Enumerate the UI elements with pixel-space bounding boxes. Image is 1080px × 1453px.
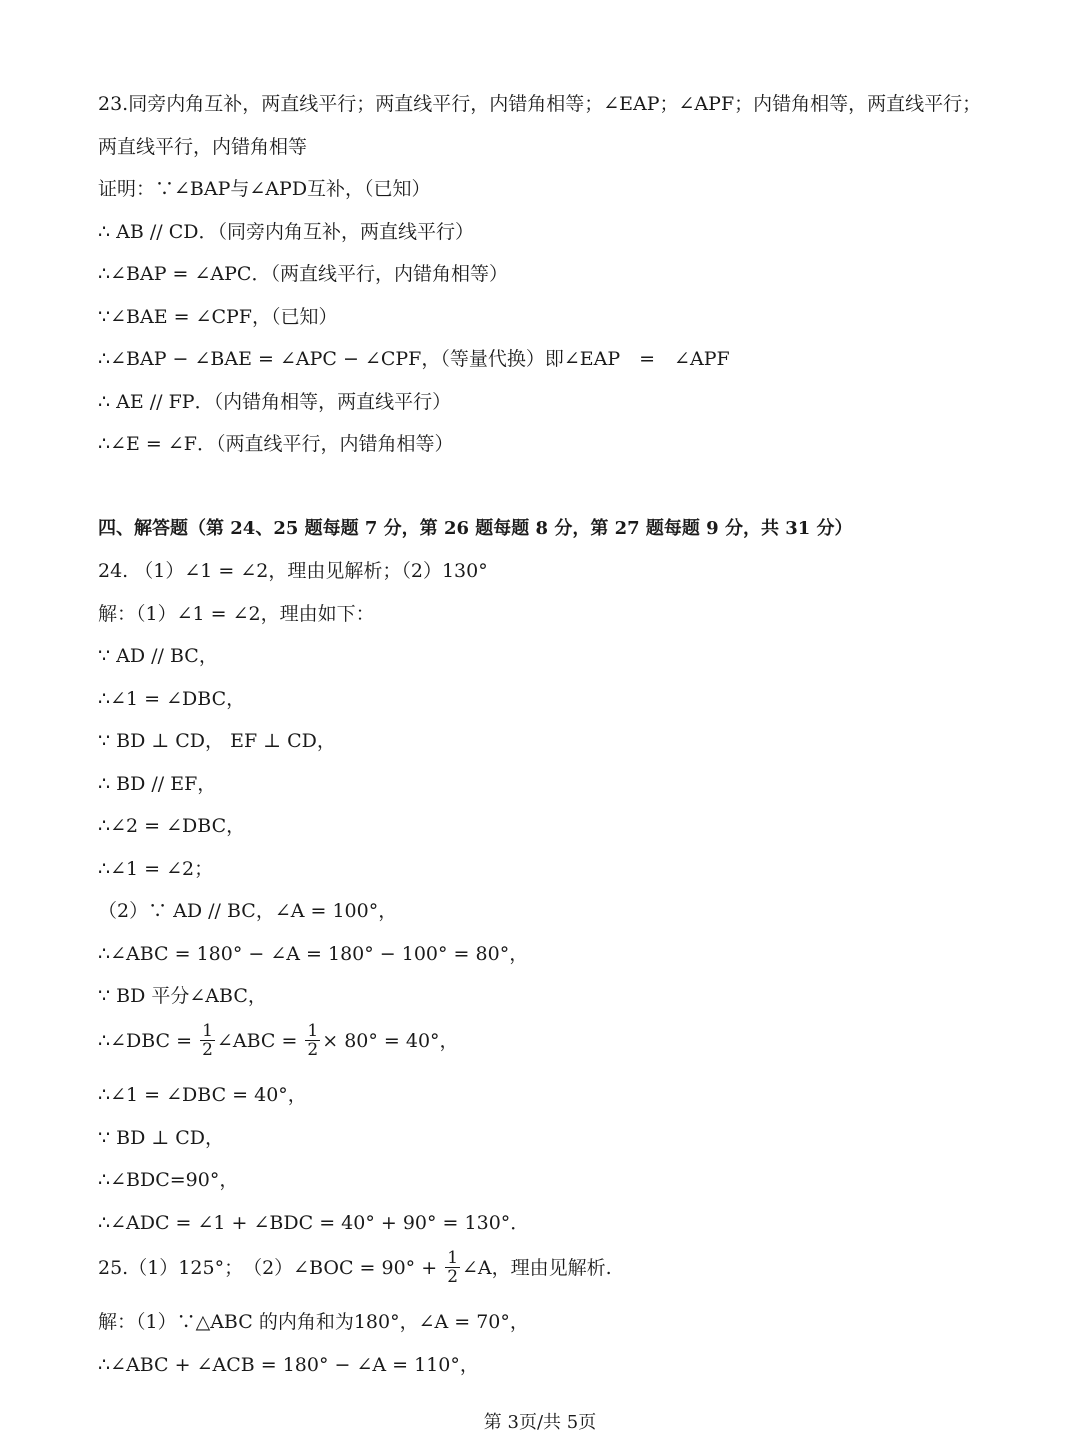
answer-24-line-5: ∴ BD // EF， xyxy=(98,773,217,795)
answer-24-line-6: ∴∠2 = ∠DBC， xyxy=(98,815,246,837)
answer-24-part2-line-2: ∴∠ABC = 180° − ∠A = 180° − 100° = 80°， xyxy=(98,943,529,965)
answer-24-line-7: ∴∠1 = ∠2； xyxy=(98,858,214,880)
fraction-one-half xyxy=(305,1022,320,1059)
answer-24-part2-line-6: ∵ BD ⊥ CD， xyxy=(98,1127,225,1149)
fraction-denominator: 2 xyxy=(202,1040,213,1060)
fraction-numerator: 1 xyxy=(447,1248,459,1268)
fraction-numerator: 1 xyxy=(307,1021,319,1041)
answer-24-summary: 24. （1）∠1 = ∠2，理由见解析；（2）130° xyxy=(98,560,488,582)
answer-24-line-2: ∵ AD // BC， xyxy=(98,645,218,667)
fraction-line-text-2: ∠ABC = xyxy=(216,1029,304,1052)
answer-24-part2-line-3: ∵ BD 平分∠ABC， xyxy=(98,985,267,1007)
proof-line-4: ∵∠BAE = ∠CPF，（已知） xyxy=(98,306,338,328)
answer-24-line-1: 解：（1）∠1 = ∠2，理由如下： xyxy=(98,603,375,625)
answer-24-line-4: ∵ BD ⊥ CD， EF ⊥ CD， xyxy=(98,730,336,752)
answer-25-summary xyxy=(98,1249,612,1286)
proof-line-5: ∴∠BAP − ∠BAE = ∠APC − ∠CPF，（等量代换）即∠EAP = ∠APF xyxy=(98,348,730,370)
proof-line-1: 证明：∵∠BAP与∠APD互补，（已知） xyxy=(98,178,431,200)
fraction-one-half xyxy=(200,1022,215,1059)
proof-line-2: ∴ AB // CD．（同旁内角互补，两直线平行） xyxy=(98,221,474,243)
answer-23-line-2: 两直线平行，内错角相等 xyxy=(98,136,308,158)
answer-24-line-3: ∴∠1 = ∠DBC， xyxy=(98,688,246,710)
fraction-line-text-1: ∴∠DBC = xyxy=(98,1029,199,1052)
proof-line-7: ∴∠E = ∠F．（两直线平行，内错角相等） xyxy=(98,433,454,455)
proof-line-6: ∴ AE // FP．（内错角相等，两直线平行） xyxy=(98,391,452,413)
answer-24-fraction-line xyxy=(98,1022,459,1059)
fraction-denominator: 2 xyxy=(447,1267,459,1287)
page-number-footer: 第 3页/共 5页 xyxy=(483,1412,597,1433)
fraction-one-half xyxy=(445,1249,460,1286)
answer-25-line-1: 解：（1）∵△ABC 的内角和为180°，∠A = 70°， xyxy=(98,1311,529,1333)
proof-line-3: ∴∠BAP = ∠APC．（两直线平行，内错角相等） xyxy=(98,263,508,285)
answer-24-part2-line-5: ∴∠1 = ∠DBC = 40°， xyxy=(98,1084,307,1106)
answer-25-text-2: ∠A，理由见解析. xyxy=(462,1256,612,1279)
answer-25-line-2: ∴∠ABC + ∠ACB = 180° − ∠A = 110°， xyxy=(98,1354,479,1376)
answer-23-line-1: 23.同旁内角互补，两直线平行；两直线平行，内错角相等；∠EAP；∠APF；内错角相等，两直线平行； xyxy=(98,93,982,115)
fraction-numerator: 1 xyxy=(202,1021,213,1041)
fraction-line-text-3: × 80° = 40°， xyxy=(322,1029,459,1052)
fraction-denominator: 2 xyxy=(307,1040,319,1060)
section-heading: 四、解答题（第 24、25 题每题 7 分，第 26 题每题 8 分，第 27 题每题 9 分，共 31 分） xyxy=(98,518,853,539)
answer-24-part2-line-8: ∴∠ADC = ∠1 + ∠BDC = 40° + 90° = 130°． xyxy=(98,1212,530,1234)
answer-24-part2-line-7: ∴∠BDC=90°， xyxy=(98,1169,239,1191)
answer-24-part2-line-1: （2）∵ AD // BC，∠A = 100°， xyxy=(98,900,398,922)
answer-25-text-1: 25.（1）125°； （2）∠BOC = 90° + xyxy=(98,1256,444,1279)
